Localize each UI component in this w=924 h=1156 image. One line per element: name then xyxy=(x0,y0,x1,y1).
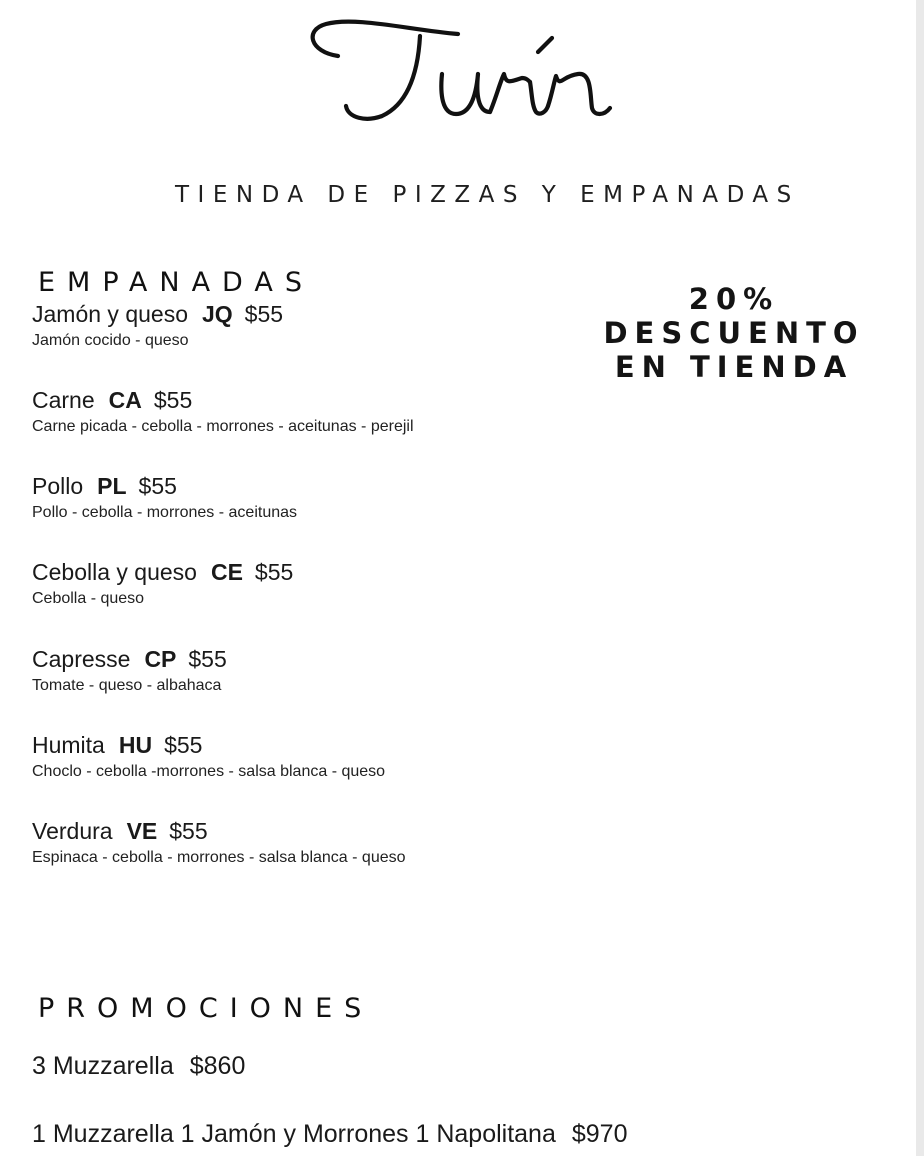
menu-item xyxy=(32,386,414,436)
page-edge-shadow xyxy=(916,0,924,1156)
menu-item-price: $55 xyxy=(153,387,193,413)
menu-item-description: Carne picada - cebolla - morrones - aceitunas - perejil xyxy=(32,418,414,435)
menu-item xyxy=(32,558,293,608)
menu-item-code: CE xyxy=(210,559,243,585)
menu-item xyxy=(32,300,283,350)
promo-item-price: $970 xyxy=(571,1120,628,1148)
menu-item-title xyxy=(32,558,293,586)
discount-word: DESCUENTO xyxy=(603,316,865,350)
promo-item xyxy=(32,1120,628,1149)
menu-item-price: $55 xyxy=(188,646,227,672)
store-subtitle: TIENDA DE PIZZAS Y EMPANADAS xyxy=(175,182,800,208)
menu-item-price: $55 xyxy=(244,301,284,327)
menu-item-code: PL xyxy=(97,473,127,499)
menu-item xyxy=(32,731,385,781)
menu-item-title xyxy=(32,645,227,673)
menu-item-code: CP xyxy=(144,646,177,672)
menu-item-code: CA xyxy=(108,387,142,413)
menu-item-title xyxy=(32,731,385,759)
menu-item-price: $55 xyxy=(169,818,208,844)
menu-item-name: Cebolla y queso xyxy=(32,559,197,585)
section-title-empanadas: EMPANADAS xyxy=(38,267,314,299)
menu-item-description: Pollo - cebolla - morrones - aceitunas xyxy=(32,504,298,521)
menu-item-title xyxy=(32,472,297,500)
menu-item-code: HU xyxy=(118,732,153,758)
menu-item-name: Carne xyxy=(32,387,95,413)
menu-item-price: $55 xyxy=(254,559,294,585)
menu-item-code: JQ xyxy=(201,301,233,327)
promo-item-name: 3 Muzzarella xyxy=(32,1052,174,1080)
discount-location: EN TIENDA xyxy=(614,350,854,384)
menu-item-title xyxy=(32,386,414,414)
menu-item-description: Espinaca - cebolla - morrones - salsa blanca - queso xyxy=(32,849,406,866)
menu-item-description: Tomate - queso - albahaca xyxy=(32,677,222,694)
menu-item-name: Verdura xyxy=(32,818,113,844)
discount-percent: 20% xyxy=(688,282,780,316)
menu-item-price: $55 xyxy=(164,732,203,758)
menu-item xyxy=(32,645,227,695)
promo-item-name: 1 Muzzarella 1 Jamón y Morrones 1 Napolitana xyxy=(32,1120,556,1148)
discount-badge xyxy=(588,282,880,384)
menu-item-name: Capresse xyxy=(32,646,131,672)
section-title-promociones: PROMOCIONES xyxy=(38,993,374,1025)
menu-item-description: Jamón cocido - queso xyxy=(32,332,189,349)
menu-item-title xyxy=(32,817,406,845)
logo-svg xyxy=(300,12,630,144)
promo-item xyxy=(32,1052,245,1081)
menu-item-name: Pollo xyxy=(32,473,84,499)
menu-item-name: Jamón y queso xyxy=(32,301,188,327)
menu-item xyxy=(32,472,297,522)
menu-item-name: Humita xyxy=(32,732,105,758)
turin-script-logo xyxy=(300,12,630,144)
promo-item-price: $860 xyxy=(189,1052,246,1080)
menu-item-description: Choclo - cebolla -morrones - salsa blanca - queso xyxy=(32,763,386,780)
menu-item-price: $55 xyxy=(138,473,177,499)
menu-item-title xyxy=(32,300,283,328)
menu-item-description: Cebolla - queso xyxy=(32,590,145,607)
menu-item xyxy=(32,817,406,867)
menu-item-code: VE xyxy=(126,818,158,844)
